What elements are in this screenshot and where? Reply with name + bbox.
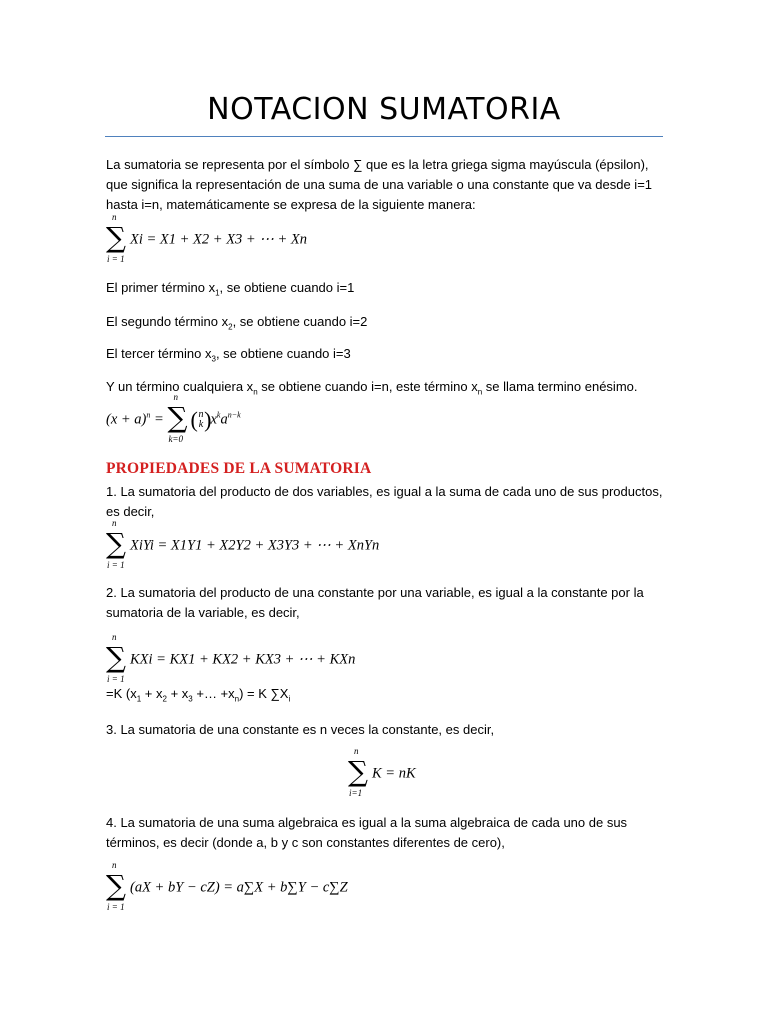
formula-property-2: n ∑ i = 1 KXi = KX1 + KX2 + KX3 + ⋯ + KXn — [106, 632, 356, 684]
binomial-coefficient: ( n k ) — [193, 410, 208, 430]
sigma-symbol: n ∑ i = 1 — [106, 632, 126, 684]
formula-expression: Xi = X1 + X2 + X3 + ⋯ + Xn — [130, 231, 307, 248]
formula-property-3: n ∑ i=1 K = nK — [348, 746, 416, 798]
properties-heading: PROPIEDADES DE LA SUMATORIA — [106, 460, 372, 477]
property-2-text: 2. La sumatoria del producto de una constante por una variable, es igual a la constante por la sumatoria de la variable, es decir, — [106, 585, 644, 620]
sigma-symbol: n ∑ i = 1 — [106, 518, 126, 570]
sigma-symbol: n ∑ i=1 — [348, 746, 368, 798]
second-term-text: El segundo término $x_2$, se obtiene cuando i=2 — [106, 314, 368, 332]
property-4-text: 4. La sumatoria de una suma algebraica es igual a la suma algebraica de cada uno de sus términos, es decir (donde a, b y c son constantes diferentes de cero), — [106, 815, 628, 850]
formula-binomial-theorem: $(x + a)^n$ = n ∑ k=0 ( n k ) $x^ka^{n-k}$ — [106, 398, 241, 442]
property-3-text: 3. La sumatoria de una constante es n veces la constante, es decir, — [106, 722, 495, 737]
formula-property-1: n ∑ i = 1 XiYi = X1Y1 + X2Y2 + X3Y3 + ⋯ + XnYn — [106, 518, 380, 570]
first-term-text: El primer término $x_1$, se obtiene cuando i=1 — [106, 280, 355, 298]
property-1-text: 1. La sumatoria del producto de dos variables, es igual a la suma de cada uno de sus productos, es decir, — [106, 484, 663, 519]
sigma-symbol: n ∑ i = 1 — [106, 212, 126, 264]
formula-summation-xi — [106, 212, 307, 264]
intro-paragraph: La sumatoria se representa por el símbolo ∑ que es la letra griega sigma mayúscula (épsilon), que significa la representación de una suma de una variable o una constante que va desde i=1 hasta i=n, matemáticamente se expresa de la siguiente manera: — [106, 157, 653, 212]
property-2-expansion: =K ($x_1 + x_2 + x_3$ +… $+x_n) = K$ $\sum X_i$ — [106, 686, 291, 704]
title-underline — [105, 136, 663, 137]
sigma-symbol: n ∑ i = 1 — [106, 860, 126, 912]
third-term-text: El tercer término $x_3$, se obtiene cuando i=3 — [106, 346, 351, 364]
nth-term-text: Y un término cualquiera $x_n$ se obtiene cuando i=n, este término $x_n$ se llama termino enésimo. — [106, 379, 638, 397]
formula-property-4: n ∑ i = 1 (aX + bY − cZ) = a∑X + b∑Y − c∑Z — [106, 860, 348, 912]
page-title: NOTACION SUMATORIA — [207, 92, 561, 127]
sigma-symbol: n ∑ k=0 — [167, 392, 188, 444]
